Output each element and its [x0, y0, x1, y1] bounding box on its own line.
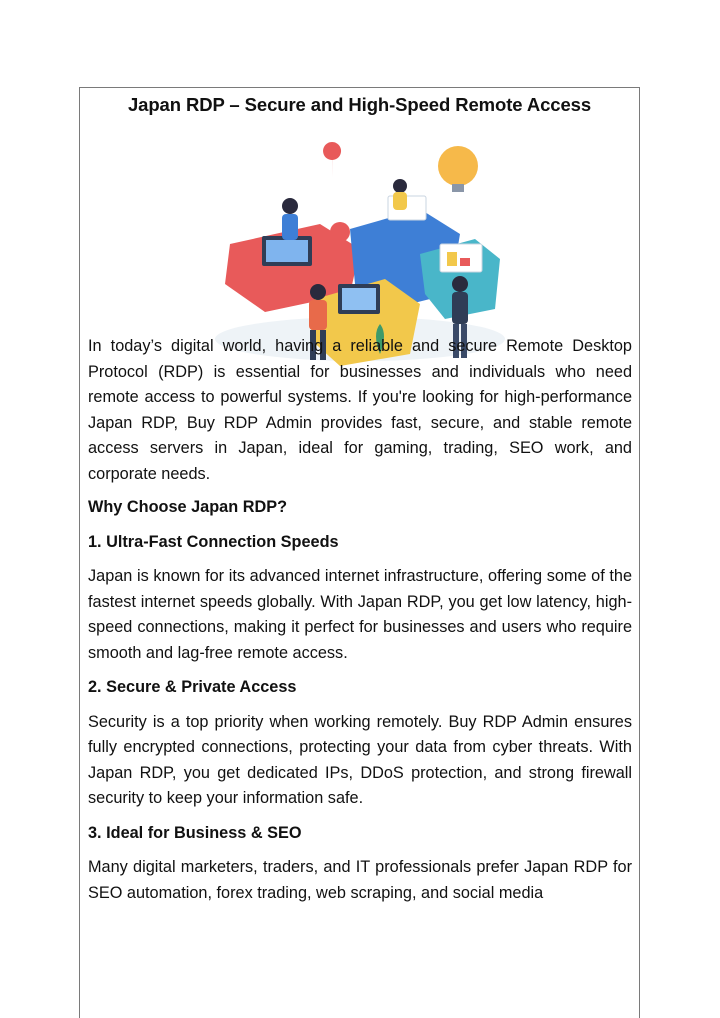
page-frame: [79, 87, 640, 1018]
section-paragraph: Japan is known for its advanced internet infrastructure, offering some of the fastest internet speeds globally. With Japan RDP, you get low latency, high-speed connections, making it perfect for businesses and users who require smooth and lag-free remote access.: [88, 567, 632, 662]
section-heading: 1. Ultra-Fast Connection Speeds: [88, 532, 339, 551]
section-paragraph: Many digital marketers, traders, and IT professionals prefer Japan RDP for SEO automation, forex trading, web scraping, and social media: [88, 858, 632, 902]
section-paragraph: Security is a top priority when working remotely. Buy RDP Admin ensures fully encrypted connections, protecting your data from cyber threats. With Japan RDP, you get dedicated IPs, DDoS protection, and strong firewall security to keep your information safe.: [88, 712, 632, 807]
why-choose-heading: Why Choose Japan RDP?: [88, 498, 288, 516]
intro-paragraph: In today’s digital world, having a reliable and secure Remote Desktop Protocol (RDP) is essential for businesses and individuals who need remote access to powerful systems. If you're looking for high-performance Japan RDP, Buy RDP Admin provides fast, secure, and stable remote access servers in Japan, ideal for gaming, trading, SEO work, and corporate needs.: [88, 337, 632, 483]
page-title: Japan RDP – Secure and High-Speed Remote Access: [127, 94, 592, 115]
section-heading: 2. Secure & Private Access: [88, 678, 297, 696]
article-body: [88, 334, 632, 915]
section-heading: 3. Ideal for Business & SEO: [88, 823, 302, 842]
